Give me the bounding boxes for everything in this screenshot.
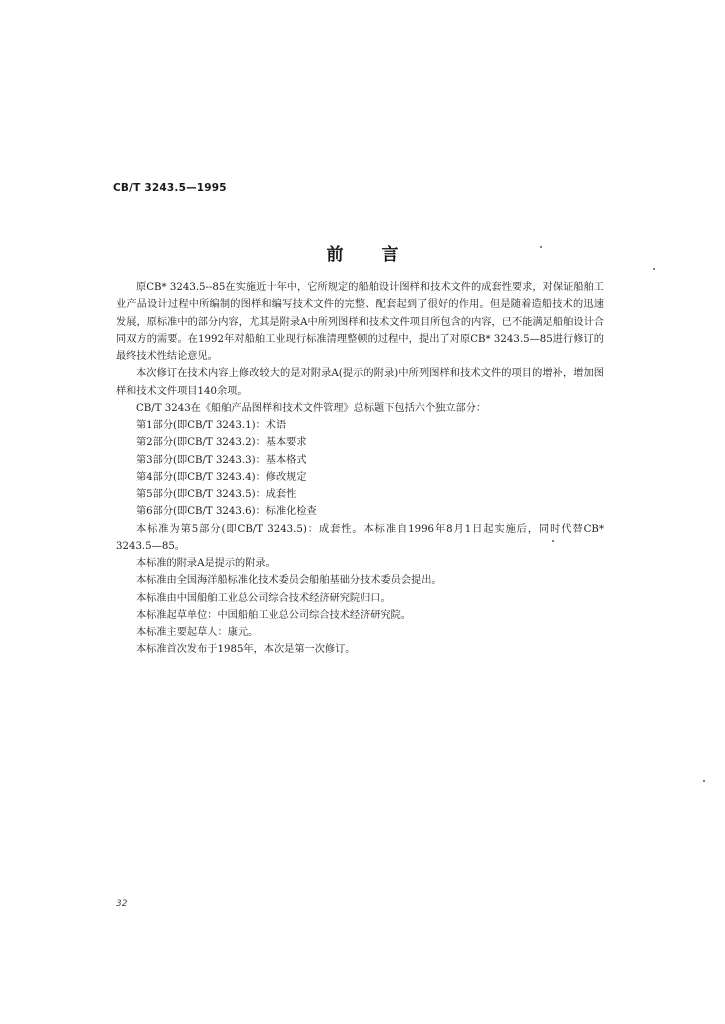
paragraph-drafting-unit: 本标准起草单位：中国船舶工业总公司综合技术经济研究院。 [136,609,412,621]
paragraph-publication-history: 本标准首次发布于1985年，本次是第一次修订。 [136,644,356,656]
scan-speck [552,540,554,542]
paragraph-revision-scope: 本次修订在技术内容上修改较大的是对附录A(提示的附录)中所列图样和技术文件的项目的增补，增加图样和技术文件项目140余项。 [116,368,604,397]
list-item-part-2: 第2部分(即CB/T 3243.2)：基本要求 [136,437,307,449]
paragraph-drafter: 本标准主要起草人：康元。 [136,627,259,638]
paragraph-effective-date: 本标准为第5部分(即CB/T 3243.5)：成套性。本标准自1996年8月1日起实施后，同时代替CB* 3243.5—85。 [116,523,604,552]
paragraph-administrator: 本标准由中国船舶工业总公司综合技术经济研究院归口。 [136,592,391,604]
scan-speck [703,780,705,782]
page-number: 32 [116,899,128,909]
paragraph-revision-background: 原CB* 3243.5--85在实施近十年中，它所规定的船舶设计图样和技术文件的成套性要求，对保证船舶工业产品设计过程中所编制的图样和编写技术文件的完整、配套起到了很好的作用。但是随着造船技术的迅速发展，原标准中的部分内容，尤其是附录A中所列图样和技术文件项目所包含的内容，已不能满足船舶设计合同双方的需要。在1992年对船舶工业现行标准清理整顿的过程中，提出了对原CB* 3243.5—85进行修订的最终技术性结论意见。 [116,282,604,362]
scan-speck [653,268,655,270]
paragraph-proposer: 本标准由全国海洋船标准化技术委员会船舶基础分技术委员会提出。 [136,575,442,587]
standard-code-header: CB/T 3243.5—1995 [113,182,227,194]
list-item-part-3: 第3部分(即CB/T 3243.3)：基本格式 [136,454,307,466]
scan-speck [540,246,542,248]
paragraph-appendix-note: 本标准的附录A是提示的附录。 [136,558,276,569]
list-item-part-6: 第6部分(即CB/T 3243.6)：标准化检查 [136,506,317,518]
list-item-part-5: 第5部分(即CB/T 3243.5)：成套性 [136,489,297,500]
paragraph-parts-intro: CB/T 3243在《船舶产品图样和技术文件管理》总标题下包括六个独立部分： [136,402,487,414]
section-heading: 前言 [326,245,437,265]
list-item-part-1: 第1部分(即CB/T 3243.1)：术语 [136,420,287,431]
list-item-part-4: 第4部分(即CB/T 3243.4)：修改规定 [136,471,307,483]
foreword-body [116,279,604,659]
